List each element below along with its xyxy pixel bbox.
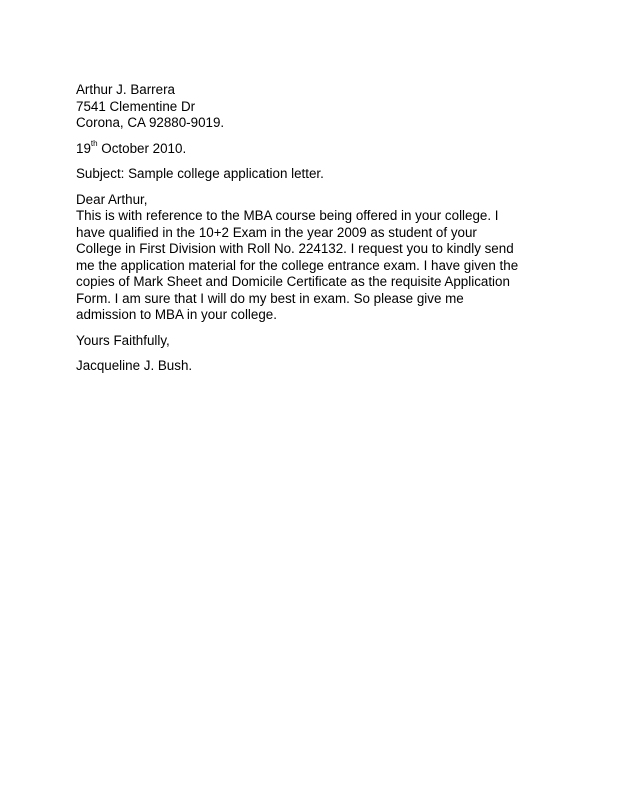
body-line: Form. I am sure that I will do my best in exam. So please give me xyxy=(76,290,464,306)
body-line: have qualified in the 10+2 Exam in the year 2009 as student of your xyxy=(76,224,477,240)
body-line: copies of Mark Sheet and Domicile Certificate as the requisite Application xyxy=(76,274,510,289)
letter-body xyxy=(76,208,596,324)
address-name: Arthur J. Barrera xyxy=(76,82,175,97)
salutation-line: Dear Arthur, xyxy=(76,191,148,207)
address-city: Corona, CA 92880-9019. xyxy=(76,115,225,130)
letter-date xyxy=(76,141,596,158)
closing-line: Yours Faithfully, xyxy=(76,332,170,348)
letter-closing xyxy=(76,333,596,350)
letter-signature xyxy=(76,358,596,375)
date-suffix: th xyxy=(90,139,98,149)
date-line xyxy=(76,141,596,158)
address-street: 7541 Clementine Dr xyxy=(76,98,196,114)
letter-subject xyxy=(76,166,596,183)
body-line: This is with reference to the MBA course being offered in your college. I xyxy=(76,208,499,223)
letter-salutation xyxy=(76,192,596,209)
subject-line: Subject: Sample college application letter. xyxy=(76,166,324,181)
recipient-address xyxy=(76,82,596,132)
date-day: 19 xyxy=(76,140,91,156)
body-line: admission to MBA in your college. xyxy=(76,307,277,322)
signature-line: Jacqueline J. Bush. xyxy=(76,358,193,373)
body-line: me the application material for the college entrance exam. I have given the xyxy=(76,257,519,273)
date-rest: October 2010. xyxy=(97,140,187,156)
body-line: College in First Division with Roll No. 224132. I request you to kindly send xyxy=(76,241,514,256)
letter-content xyxy=(76,82,596,375)
